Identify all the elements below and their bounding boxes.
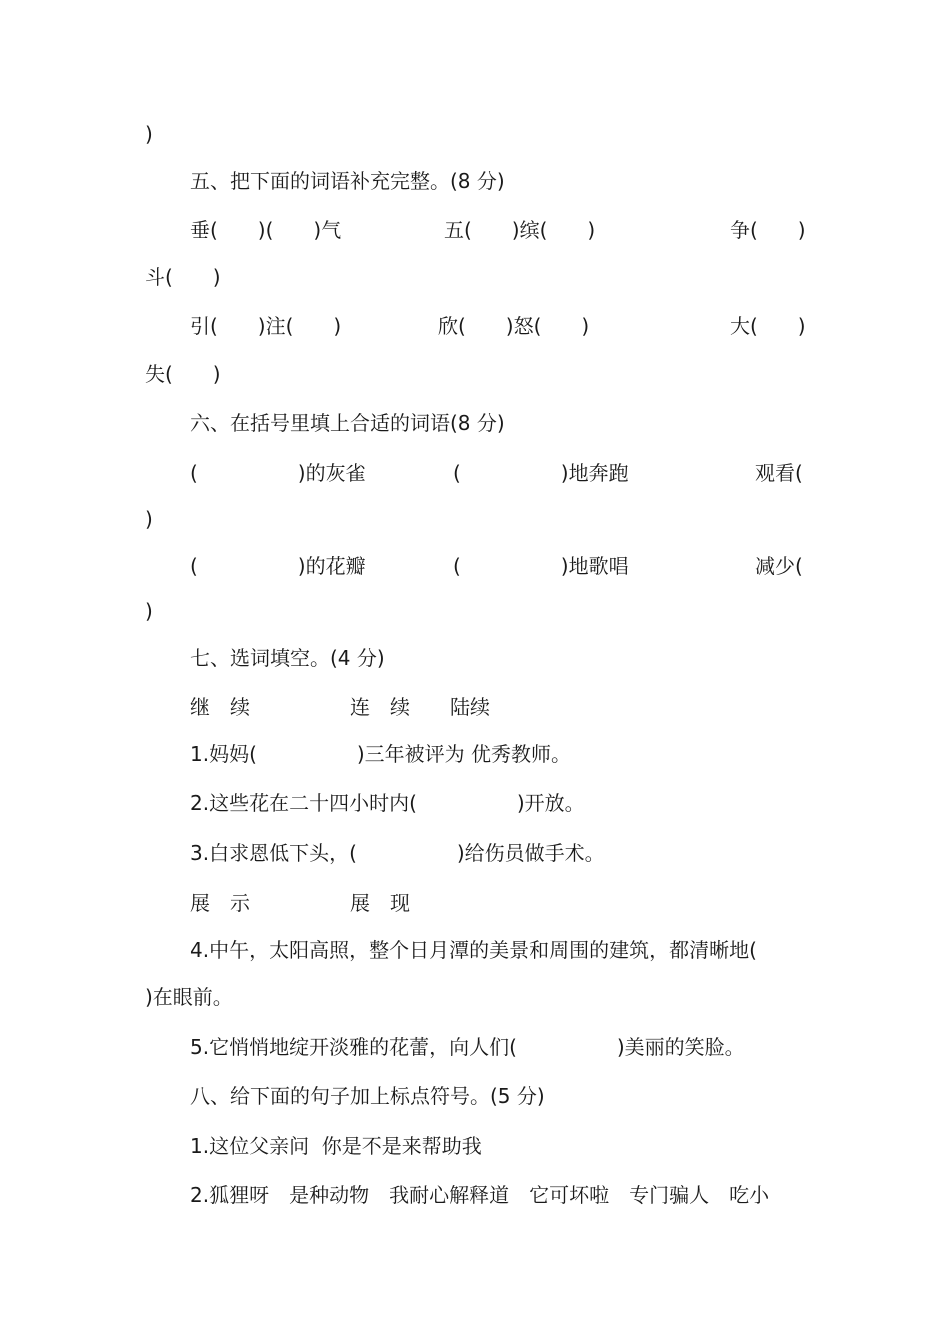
s6-r2-item-c-cont: ) <box>145 599 153 623</box>
s6-r2-item-a: ( )的花瓣 <box>190 554 366 578</box>
s5-r2-item-c: 大( ) <box>730 314 806 338</box>
s7-question-2: 2.这些花在二十四小时内( )开放。 <box>190 791 585 815</box>
s5-r1-item-a: 垂( )( )气 <box>190 218 342 242</box>
s5-r2-item-b: 欣( )怒( ) <box>438 314 590 338</box>
s6-r2-item-b: ( )地歌唱 <box>453 554 629 578</box>
s6-r2-item-c: 减少( <box>755 554 803 578</box>
s7-word-options-1: 继 续 连 续 陆续 <box>190 695 490 719</box>
s5-r2-item-a: 引( )注( ) <box>190 314 342 338</box>
s7-word-options-2: 展 示 展 现 <box>190 891 410 915</box>
s6-r1-item-b: ( )地奔跑 <box>453 461 629 485</box>
section-5-heading: 五、把下面的词语补充完整。(8 分) <box>190 169 505 193</box>
section-8-heading: 八、给下面的句子加上标点符号。(5 分) <box>190 1084 545 1108</box>
s7-question-4-cont: )在眼前。 <box>145 985 233 1009</box>
s8-question-1: 1.这位父亲问 你是不是来帮助我 <box>190 1134 482 1158</box>
carry-over-paren: ) <box>145 122 153 146</box>
section-6-heading: 六、在括号里填上合适的词语(8 分) <box>190 411 505 435</box>
s6-r1-item-a: ( )的灰雀 <box>190 461 366 485</box>
s7-question-5: 5.它悄悄地绽开淡雅的花蕾，向人们( )美丽的笑脸。 <box>190 1035 745 1059</box>
s6-r1-item-c-cont: ) <box>145 507 153 531</box>
s7-question-1: 1.妈妈( )三年被评为 优秀教师。 <box>190 742 572 766</box>
s5-r1-item-c: 争( ) <box>730 218 806 242</box>
section-7-heading: 七、选词填空。(4 分) <box>190 646 385 670</box>
s8-question-2: 2.狐狸呀 是种动物 我耐心解释道 它可坏啦 专门骗人 吃小 <box>190 1183 770 1207</box>
s6-r1-item-c: 观看( <box>755 461 803 485</box>
s7-question-3: 3.白求恩低下头，( )给伤员做手术。 <box>190 841 605 865</box>
s5-r1-item-c-cont: 斗( ) <box>145 265 221 289</box>
s7-question-4: 4.中午，太阳高照，整个日月潭的美景和周围的建筑，都清晰地( <box>190 938 757 962</box>
s5-r2-item-c-cont: 失( ) <box>145 362 221 386</box>
s5-r1-item-b: 五( )缤( ) <box>444 218 596 242</box>
